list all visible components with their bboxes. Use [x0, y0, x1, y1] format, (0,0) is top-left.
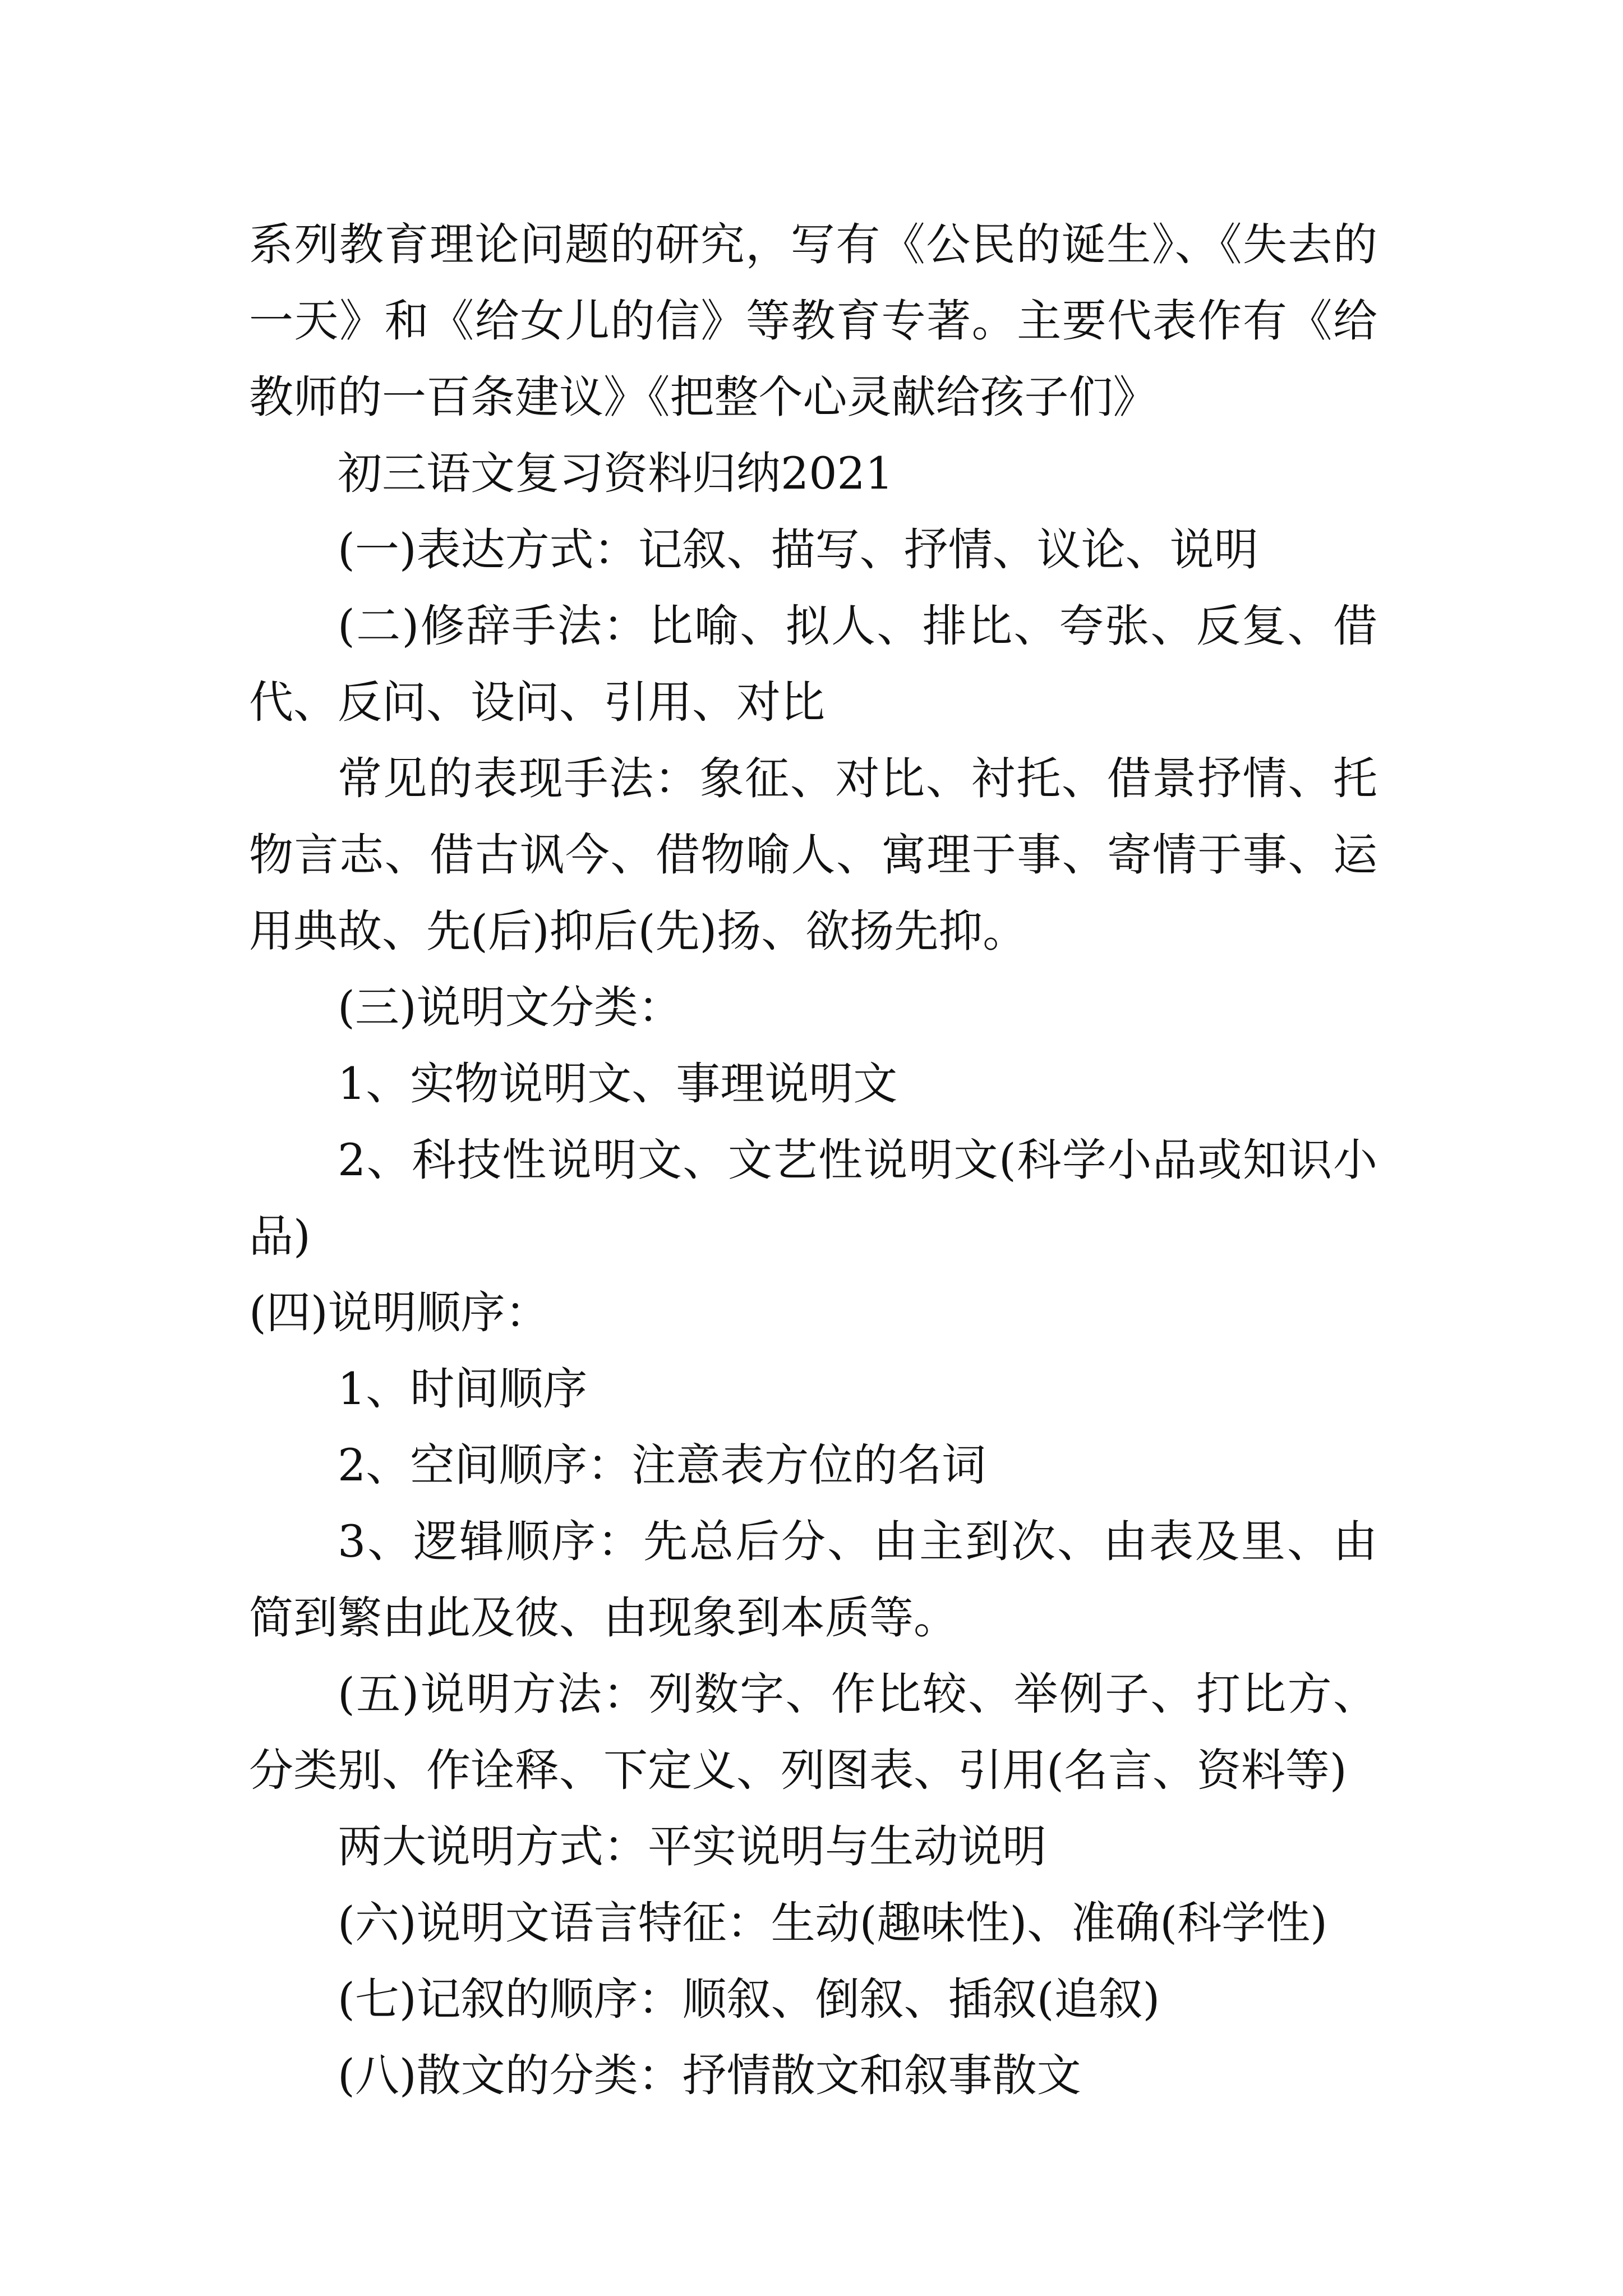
paragraph-order-item-2: 2、空间顺序：注意表方位的名词	[338, 1439, 986, 1491]
paragraph-expository-classification: (三)说明文分类：	[338, 982, 683, 1033]
paragraph-title: 初三语文复习资料归纳2021	[338, 448, 894, 499]
paragraph-order-item-3: 3、逻辑顺序：先总后分、由主到次、由表及里、由简到繁由此及彼、由现象到本质等。	[249, 1516, 1377, 1644]
paragraph-intro-continuation: 系列教育理论问题的研究，写有《公民的诞生》、《失去的一天》和《给女儿的信》等教育专著。主要代表作有《给教师的一百条建议》《把整个心灵献给孩子们》	[249, 219, 1377, 423]
paragraph-order-item-1: 1、时间顺序	[338, 1363, 588, 1415]
paragraph-explanation-methods: (五)说明方法：列数字、作比较、举例子、打比方、分类别、作诠释、下定义、列图表、引用(名言、资料等)	[249, 1668, 1377, 1796]
paragraph-explanation-styles: 两大说明方式：平实说明与生动说明	[338, 1821, 1046, 1872]
paragraph-language-features: (六)说明文语言特征：生动(趣味性)、准确(科学性)	[338, 1897, 1327, 1949]
paragraph-prose-types: (八)散文的分类：抒情散文和叙事散文	[338, 2050, 1081, 2101]
paragraph-classification-item-2: 2、科技性说明文、文艺性说明文(科学小品或知识小品)	[249, 1134, 1377, 1262]
paragraph-expression-methods: (一)表达方式：记叙、描写、抒情、议论、说明	[338, 524, 1258, 576]
paragraph-performance-techniques: 常见的表现手法：象征、对比、衬托、借景抒情、托物言志、借古讽今、借物喻人、寓理于事、寄情于事、运用典故、先(后)抑后(先)扬、欲扬先抑。	[249, 753, 1377, 957]
document-body	[249, 206, 1377, 2114]
paragraph-rhetoric: (二)修辞手法：比喻、拟人、排比、夸张、反复、借代、反问、设问、引用、对比	[249, 600, 1377, 728]
paragraph-expository-order: (四)说明顺序：	[249, 1287, 550, 1338]
paragraph-narrative-order: (七)记叙的顺序：顺叙、倒叙、插叙(追叙)	[338, 1973, 1160, 2025]
paragraph-classification-item-1: 1、实物说明文、事理说明文	[338, 1058, 898, 1110]
